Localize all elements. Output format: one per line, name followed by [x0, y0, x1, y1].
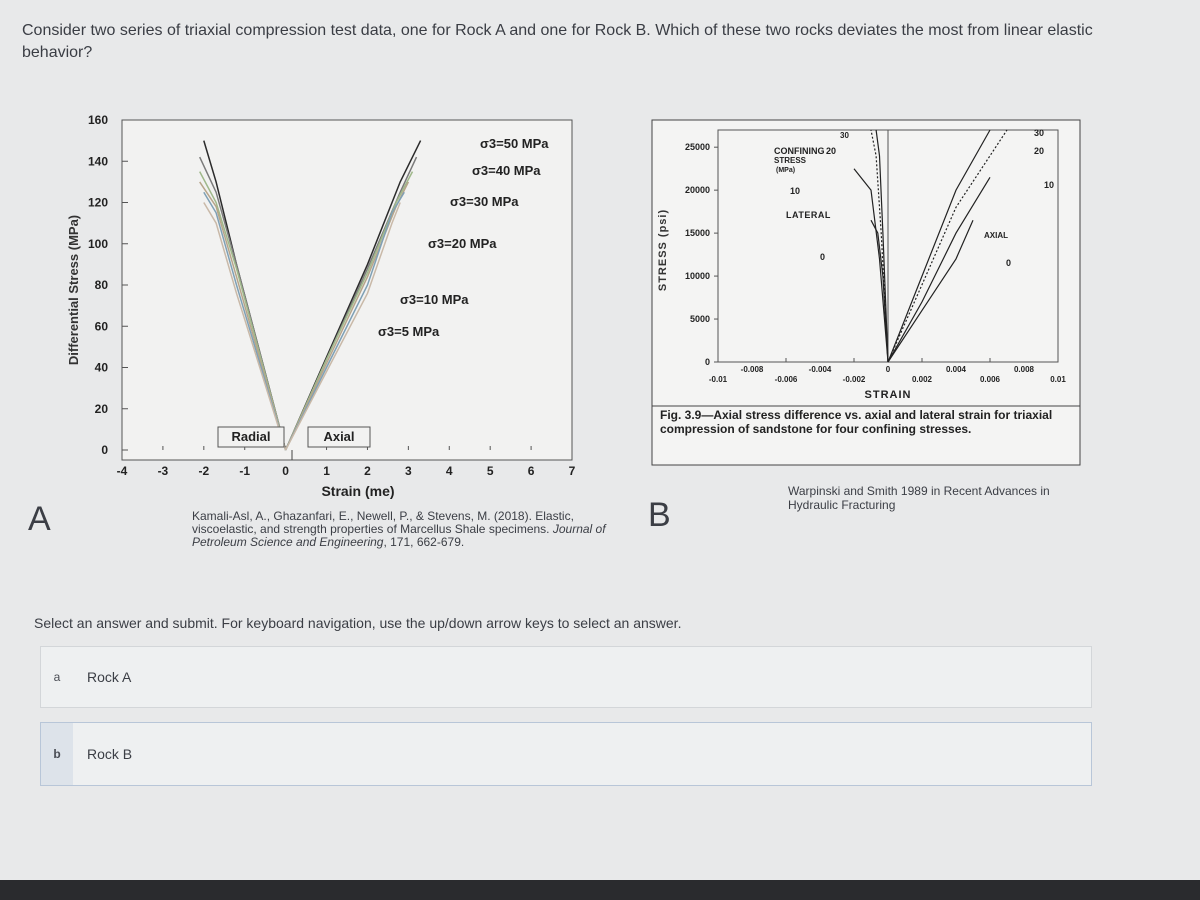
right-value-0: 0	[1006, 258, 1012, 268]
x-tick-label-top: 0.008	[1013, 365, 1035, 374]
y-tick-label: 0	[704, 357, 710, 367]
right-value-10: 10	[1044, 180, 1055, 190]
y-tick-label: 10000	[684, 271, 710, 282]
y-tick-label: 160	[87, 113, 108, 127]
figure-a-citation	[192, 510, 612, 549]
x-tick-label: -3	[157, 464, 169, 478]
x-tick-label: 7	[568, 464, 576, 478]
x-tick-label-top: 0.004	[945, 365, 967, 374]
y-tick-label: 140	[87, 154, 108, 169]
figure-b-caption: Fig. 3.9—Axial stress difference vs. axial and lateral strain for triaxial compression of sandstone for four confining stresses.	[660, 408, 1053, 436]
question-text: Consider two series of triaxial compression test data, one for Rock A and one for Rock B. Which of these two rocks deviates the most from linear elastic behavior?	[22, 22, 1093, 61]
y-tick-label: 20	[94, 401, 108, 416]
x-tick-label-top: 0	[885, 365, 891, 374]
option-key-b: b	[41, 723, 73, 785]
x-tick-label-bottom: 0.002	[911, 375, 933, 384]
axial-strain-label: AXIAL	[984, 231, 1008, 240]
curve-label-20: σ3=20 MPa	[428, 236, 497, 251]
y-tick-label: 5000	[689, 314, 710, 325]
x-tick-label: 3	[405, 464, 412, 478]
y-tick-label: 80	[94, 278, 108, 292]
figure-b-ylabel: STRESS (psi)	[657, 208, 669, 292]
confining-value-10: 10	[790, 186, 801, 196]
curve-label-30: σ3=30 MPa	[450, 194, 519, 209]
x-tick-label: 6	[527, 464, 535, 478]
bottom-bezel	[0, 880, 1200, 900]
figure-a-letter: A	[28, 500, 51, 538]
y-tick-label: 15000	[684, 228, 710, 239]
y-tick-label: 100	[87, 236, 108, 251]
x-tick-label: -1	[239, 464, 251, 478]
figure-b-xlabel: STRAIN	[864, 389, 912, 401]
option-key-a: a	[53, 670, 61, 684]
x-tick-label: 1	[323, 464, 330, 478]
curve-label-40: σ3=40 MPa	[472, 163, 541, 178]
confining-line2: STRESS	[774, 156, 807, 165]
y-tick-label: 60	[94, 319, 108, 334]
answer-option-b[interactable]	[40, 722, 1092, 786]
x-tick-label-bottom: -0.01	[708, 375, 728, 384]
instruction-text: Select an answer and submit. For keyboard navigation, use the up/down arrow keys to select an answer.	[34, 615, 682, 631]
x-tick-label-bottom: -0.006	[774, 375, 798, 384]
curve-label-50: σ3=50 MPa	[480, 136, 549, 151]
x-tick-label: 4	[445, 464, 453, 478]
x-tick-label: 0	[282, 464, 289, 478]
x-tick-label-bottom: 0.01	[1050, 375, 1066, 384]
right-value-30: 30	[1034, 128, 1045, 138]
x-tick-label: 2	[364, 464, 371, 478]
x-tick-label: 5	[486, 464, 494, 478]
curve-label-10: σ3=10 MPa	[400, 292, 469, 307]
x-tick-label-bottom: 0.006	[979, 375, 1001, 384]
y-tick-label: 25000	[684, 142, 710, 153]
option-label-a: Rock A	[87, 669, 132, 685]
right-value-20: 20	[1034, 146, 1045, 156]
x-tick-label-bottom: -0.002	[842, 375, 866, 384]
confining-line1: CONFINING	[774, 146, 825, 156]
figure-a-ylabel: Differential Stress (MPa)	[66, 214, 81, 366]
x-tick-label-top: -0.004	[808, 365, 832, 374]
axial-label: Axial	[323, 429, 355, 444]
y-tick-label: 120	[87, 195, 108, 210]
x-tick-label-top: -0.008	[740, 365, 764, 374]
option-label-b: Rock B	[87, 746, 133, 762]
lateral-label: LATERAL	[786, 210, 831, 220]
citation-a-rest: , 171, 662-679.	[383, 535, 465, 549]
confining-value-0: 0	[820, 252, 826, 262]
curve-label-5: σ3=5 MPa	[378, 324, 440, 339]
figure-a-xlabel: Strain (me)	[321, 483, 395, 499]
confining-value-20: 20	[826, 146, 837, 156]
x-tick-label: -2	[198, 464, 210, 478]
figure-b-citation: Warpinski and Smith 1989 in Recent Advances in Hydraulic Fracturing	[788, 484, 1050, 512]
y-tick-label: 20000	[684, 185, 710, 196]
figure-b-chart	[640, 110, 1100, 530]
citation-a-journal: Journal of Petroleum Science and Engineering	[192, 522, 606, 549]
figure-b-letter: B	[648, 496, 671, 534]
radial-label: Radial	[231, 429, 271, 444]
y-tick-label: 40	[94, 360, 108, 375]
confining-unit: (MPa)	[776, 167, 796, 174]
x-tick-label: -4	[116, 464, 128, 478]
answer-option-a[interactable]	[40, 646, 1092, 708]
y-tick-label: 0	[101, 443, 108, 457]
citation-a-authors: Kamali-Asl, A., Ghazanfari, E., Newell, P., & Stevens, M. (2018). Elastic, viscoelastic, and strength properties of Marcellus Shale specimens.	[192, 509, 574, 536]
confining-value-30: 30	[840, 131, 849, 140]
